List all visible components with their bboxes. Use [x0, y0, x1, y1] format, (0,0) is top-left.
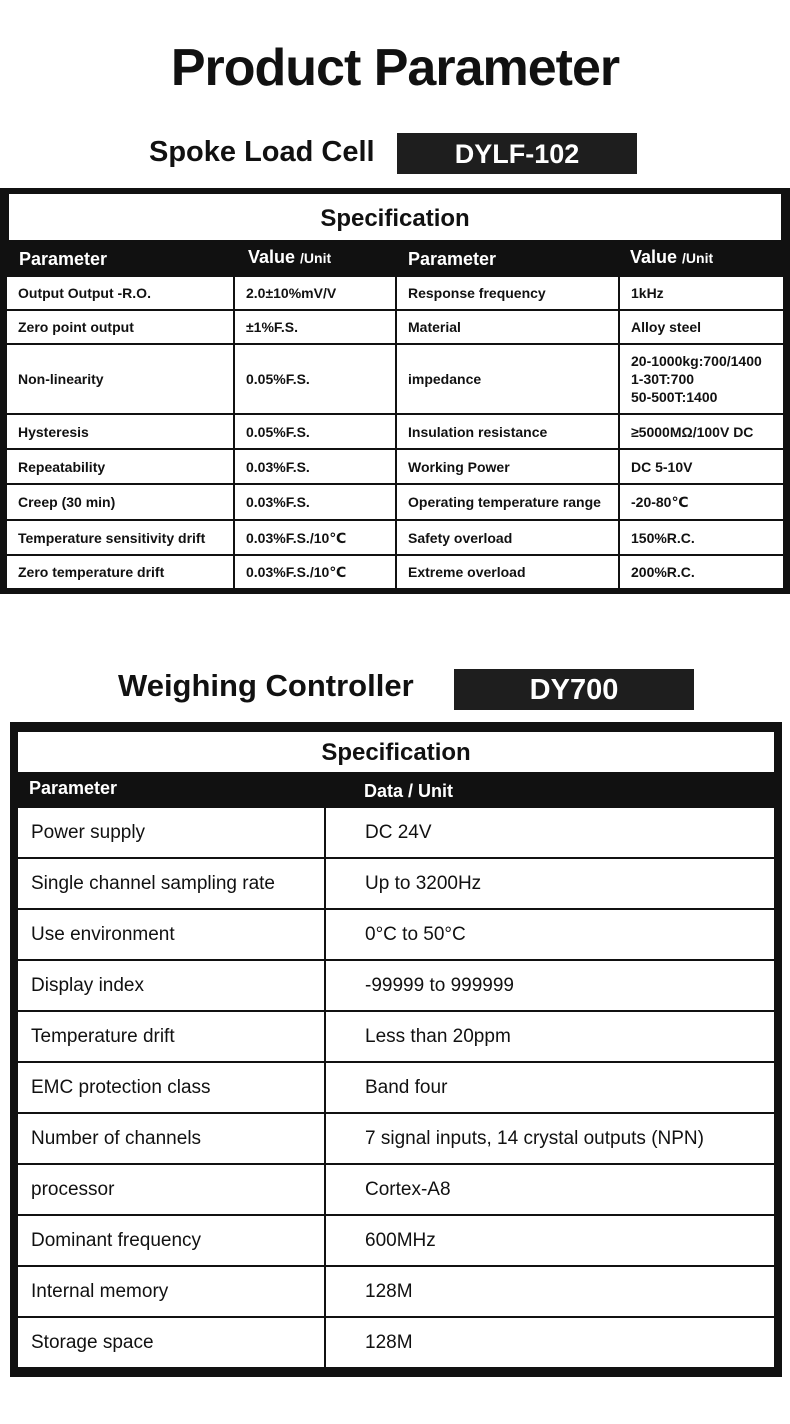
table-row	[397, 413, 783, 448]
table-row	[18, 1317, 774, 1368]
header-parameter: Parameter	[408, 249, 497, 269]
load-cell-spec-right	[397, 241, 783, 588]
table-row	[18, 858, 774, 909]
param-cell: processor	[18, 1165, 324, 1214]
param-cell: Output Output -R.O.	[7, 277, 233, 309]
param-cell: Storage space	[18, 1318, 324, 1367]
value-cell: Up to 3200Hz	[326, 859, 774, 908]
table-row	[7, 554, 395, 588]
value-cell: DC 5-10V	[620, 450, 783, 483]
table-row	[397, 309, 783, 343]
value-cell: 128M	[326, 1267, 774, 1316]
value-cell: 2.0±10%mV/V	[235, 277, 395, 309]
header-unit-label: /Unit	[682, 250, 714, 266]
param-cell: Material	[397, 311, 618, 343]
table-row	[397, 519, 783, 554]
param-cell: Temperature drift	[18, 1012, 324, 1061]
value-cell: Alloy steel	[620, 311, 783, 343]
param-cell: Power supply	[18, 808, 324, 857]
value-cell: ≥5000MΩ/100V DC	[620, 415, 783, 448]
value-cell: 0°C to 50°C	[326, 910, 774, 959]
param-cell: Display index	[18, 961, 324, 1010]
load-cell-heading	[0, 132, 790, 174]
controller-model-badge: DY700	[454, 669, 694, 710]
load-cell-spec-left	[7, 241, 395, 588]
controller-spec-table	[10, 722, 782, 1377]
table-header	[18, 773, 774, 807]
param-cell: Internal memory	[18, 1267, 324, 1316]
value-cell: 1kHz	[620, 277, 783, 309]
table-row	[18, 1164, 774, 1215]
table-row	[18, 1062, 774, 1113]
header-value	[630, 247, 713, 268]
value-cell: 0.03%F.S./10℃	[235, 556, 395, 588]
value-cell: Cortex-A8	[326, 1165, 774, 1214]
table-row	[397, 483, 783, 519]
load-cell-left-rows	[7, 275, 395, 588]
value-cell: 0.05%F.S.	[235, 415, 395, 448]
value-cell: 0.03%F.S./10℃	[235, 521, 395, 554]
table-row	[18, 1011, 774, 1062]
header-data-unit: Data / Unit	[364, 781, 454, 801]
value-cell: 128M	[326, 1318, 774, 1367]
controller-rows	[18, 807, 774, 1368]
param-cell: Zero temperature drift	[7, 556, 233, 588]
param-cell: Working Power	[397, 450, 618, 483]
table-row	[18, 1215, 774, 1266]
value-cell: 0.05%F.S.	[235, 345, 395, 413]
param-cell: Number of channels	[18, 1114, 324, 1163]
table-row	[18, 960, 774, 1011]
param-cell: EMC protection class	[18, 1063, 324, 1112]
table-row	[397, 343, 783, 413]
param-cell: Temperature sensitivity drift	[7, 521, 233, 554]
value-cell: DC 24V	[326, 808, 774, 857]
param-cell: Non-linearity	[7, 345, 233, 413]
value-cell: 600MHz	[326, 1216, 774, 1265]
param-cell: Dominant frequency	[18, 1216, 324, 1265]
header-value-label: Value	[248, 247, 296, 267]
param-cell: Zero point output	[7, 311, 233, 343]
load-cell-right-rows	[397, 275, 783, 588]
param-cell: Operating temperature range	[397, 485, 618, 519]
value-cell: 0.03%F.S.	[235, 450, 395, 483]
table-header	[397, 241, 783, 275]
header-parameter: Parameter	[29, 778, 118, 798]
table-row	[397, 554, 783, 588]
header-parameter: Parameter	[19, 249, 108, 269]
load-cell-spec-title: Specification	[9, 194, 781, 240]
table-row	[7, 519, 395, 554]
value-cell: Less than 20ppm	[326, 1012, 774, 1061]
param-cell: Safety overload	[397, 521, 618, 554]
table-row	[18, 1113, 774, 1164]
value-cell: 7 signal inputs, 14 crystal outputs (NPN)	[326, 1114, 774, 1163]
param-cell: impedance	[397, 345, 618, 413]
param-cell: Insulation resistance	[397, 415, 618, 448]
header-unit-label: /Unit	[300, 250, 332, 266]
param-cell: Hysteresis	[7, 415, 233, 448]
table-row	[397, 448, 783, 483]
load-cell-spec-table	[0, 188, 790, 594]
value-cell: 150%R.C.	[620, 521, 783, 554]
value-cell: -20-80℃	[620, 485, 783, 519]
table-row	[18, 909, 774, 960]
table-row	[7, 275, 395, 309]
table-row	[7, 413, 395, 448]
controller-spec-title: Specification	[18, 732, 774, 772]
controller-heading	[0, 668, 790, 710]
header-value	[248, 247, 331, 268]
load-cell-section-name: Spoke Load Cell	[149, 136, 375, 168]
value-cell: 20-1000kg:700/1400 1-30T:700 50-500T:1400	[620, 345, 783, 413]
table-row	[7, 483, 395, 519]
param-cell: Repeatability	[7, 450, 233, 483]
value-cell: 200%R.C.	[620, 556, 783, 588]
value-cell: 0.03%F.S.	[235, 485, 395, 519]
param-cell: Single channel sampling rate	[18, 859, 324, 908]
header-value-label: Value	[630, 247, 678, 267]
value-cell: ±1%F.S.	[235, 311, 395, 343]
value-cell: Band four	[326, 1063, 774, 1112]
controller-section-name: Weighing Controller	[118, 668, 414, 703]
value-cell: -99999 to 999999	[326, 961, 774, 1010]
param-cell: Response frequency	[397, 277, 618, 309]
table-row	[7, 448, 395, 483]
table-row	[7, 343, 395, 413]
table-row	[397, 275, 783, 309]
table-row	[18, 1266, 774, 1317]
table-header	[7, 241, 395, 275]
page-title: Product Parameter	[170, 39, 620, 97]
param-cell: Creep (30 min)	[7, 485, 233, 519]
load-cell-model-badge: DYLF-102	[397, 133, 637, 174]
param-cell: Extreme overload	[397, 556, 618, 588]
table-row	[18, 807, 774, 858]
table-row	[7, 309, 395, 343]
param-cell: Use environment	[18, 910, 324, 959]
